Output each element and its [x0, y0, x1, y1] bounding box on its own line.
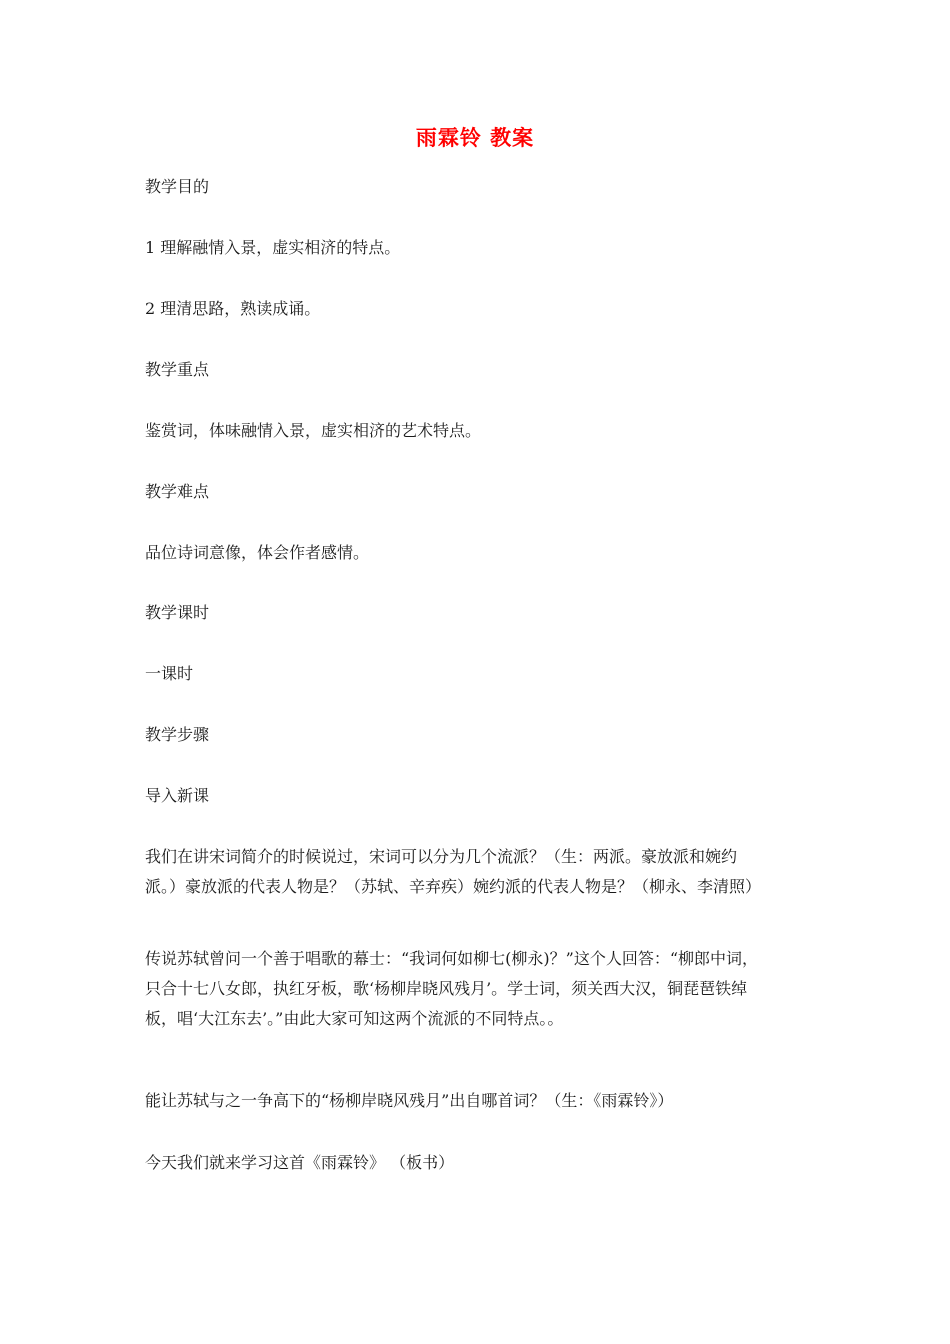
- hours-text: 一课时: [145, 664, 194, 683]
- paragraph-line: 板，唱‘大江东去’。”由此大家可知这两个流派的不同特点。。: [145, 1009, 564, 1028]
- heading-difficulty: 教学难点: [145, 482, 210, 501]
- difficulty-text: 品位诗词意像，体会作者感情。: [145, 543, 370, 562]
- heading-steps: 教学步骤: [145, 725, 210, 744]
- paragraph-line: 派。）豪放派的代表人物是？（苏轼、辛弃疾）婉约派的代表人物是？（柳永、李清照）: [145, 877, 762, 896]
- paragraph-line: 我们在讲宋词简介的时候说过，宋词可以分为几个流派？（生：两派。豪放派和婉约: [145, 847, 738, 866]
- heading-hours: 教学课时: [145, 603, 210, 622]
- focus-text: 鉴赏词，体味融情入景，虚实相济的艺术特点。: [145, 421, 482, 440]
- paragraph-question: 能让苏轼与之一争高下的“杨柳岸晓风残月”出自哪首词？（生：《雨霖铃》）: [145, 1091, 674, 1110]
- paragraph-today: 今天我们就来学习这首《雨霖铃》 （板书）: [145, 1153, 455, 1172]
- objective-item-2: 2 理清思路，熟读成诵。: [145, 299, 321, 318]
- heading-focus: 教学重点: [145, 360, 210, 379]
- paragraph-schools: [145, 842, 813, 902]
- heading-objectives: 教学目的: [145, 177, 210, 196]
- paragraph-anecdote: [145, 944, 813, 1034]
- paragraph-line: 传说苏轼曾问一个善于唱歌的幕士：“我词何如柳七(柳永)？”这个人回答：“柳郎中词，: [145, 949, 759, 968]
- document-title: 雨霖铃 教案: [415, 126, 535, 150]
- paragraph-line: 只合十七八女郎，执红牙板，歌‘杨柳岸晓风残月’。学士词，须关西大汉，铜琵琶铁绰: [145, 979, 748, 998]
- objective-item-1: 1 理解融情入景，虚实相济的特点。: [145, 238, 401, 257]
- heading-intro: 导入新课: [145, 786, 210, 805]
